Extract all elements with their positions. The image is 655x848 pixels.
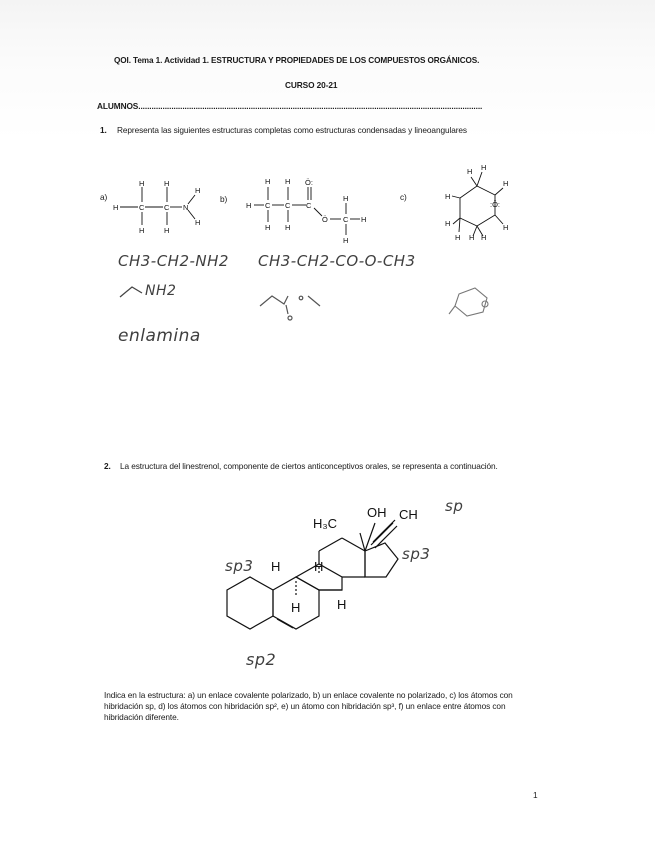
answer-a-condensed: CH3-CH2-NH2 [118, 252, 229, 270]
svg-text:H: H [271, 559, 281, 574]
svg-text::Ö:: :Ö: [490, 200, 501, 209]
svg-text:H: H [139, 179, 145, 188]
structure-b-ester [242, 175, 382, 245]
svg-text:C: C [139, 203, 145, 212]
answer-a-amine-group: NH2 [145, 283, 177, 299]
q1-text: Representa las siguientes estructuras completas como estructuras condensadas y lineoangulares [117, 125, 467, 135]
svg-text:H: H [195, 186, 201, 195]
annotation-sp2: sp2 [246, 650, 277, 669]
svg-text:H: H [445, 192, 451, 201]
svg-text:H: H [164, 226, 170, 235]
svg-text:H₃C: H₃C [313, 516, 338, 531]
document-title: QOI. Tema 1. Actividad 1. ESTRUCTURA Y PROPIEDADES DE LOS COMPUESTOS ORGÁNICOS. [114, 56, 480, 65]
svg-text:C: C [343, 215, 349, 224]
svg-text:H: H [113, 203, 119, 212]
svg-text:Ö: Ö [322, 215, 328, 224]
svg-text:H: H [467, 167, 473, 176]
svg-text:OH: OH [367, 505, 387, 520]
svg-text:C: C [306, 201, 312, 210]
svg-text:H: H [343, 236, 349, 245]
svg-text:H: H [164, 179, 170, 188]
svg-text:H: H [445, 219, 451, 228]
svg-text:N: N [183, 203, 189, 212]
svg-text:C: C [285, 201, 291, 210]
svg-text:H: H [455, 233, 461, 242]
course-label: CURSO 20-21 [285, 80, 338, 90]
svg-text:H: H [291, 600, 301, 615]
svg-text:H: H [246, 201, 252, 210]
svg-text:C: C [265, 201, 271, 210]
svg-text:H: H [503, 179, 509, 188]
svg-text:H: H [285, 177, 291, 186]
svg-text:H: H [481, 163, 487, 172]
answer-c-line-structure [445, 282, 505, 332]
svg-text:C: C [164, 203, 170, 212]
answer-b-condensed: CH3-CH2-CO-O-CH3 [258, 252, 416, 270]
svg-text:H: H [481, 233, 487, 242]
structure-a-ethylamine [112, 178, 212, 238]
page-number: 1 [533, 790, 538, 800]
q2-number: 2. [104, 461, 111, 471]
svg-text:H: H [361, 215, 367, 224]
q1-label-c: c) [400, 192, 407, 202]
q1-label-a: a) [100, 192, 108, 202]
svg-text:Ö:: Ö: [305, 178, 313, 187]
annotation-sp3-left: sp3 [225, 557, 254, 575]
annotation-sp: sp [445, 497, 464, 515]
svg-text:H: H [314, 559, 324, 574]
q2-text: La estructura del linestrenol, componente de ciertos anticonceptivos orales, se representa a continuación. [120, 461, 498, 471]
linestrenol-structure [205, 495, 445, 665]
svg-text:H: H [343, 194, 349, 203]
svg-text:H: H [503, 223, 509, 232]
svg-text:H: H [265, 223, 271, 232]
students-line: ALUMNOS............................................................................................................................................................ [97, 101, 483, 111]
svg-text:CH: CH [399, 507, 418, 522]
svg-text:H: H [469, 233, 475, 242]
instructions-text: Indica en la estructura: a) un enlace covalente polarizado, b) un enlace covalente no polarizado, c) los átomos con hibridación sp, d) los átomos con hibridación sp², e) un átomo con hibridación sp³, f) un enlace entre átomos con hibridación diferente. [104, 690, 513, 723]
svg-text:H: H [285, 223, 291, 232]
svg-text:H: H [195, 218, 201, 227]
answer-b-line-structure [258, 288, 338, 328]
svg-text:H: H [139, 226, 145, 235]
q1-label-b: b) [220, 194, 228, 204]
answer-a-name: enlamina [118, 326, 201, 346]
annotation-sp3-right: sp3 [402, 545, 431, 563]
q1-number: 1. [100, 125, 107, 135]
svg-text:H: H [337, 597, 347, 612]
svg-text:H: H [265, 177, 271, 186]
structure-c-cyclic-ether [425, 160, 525, 250]
